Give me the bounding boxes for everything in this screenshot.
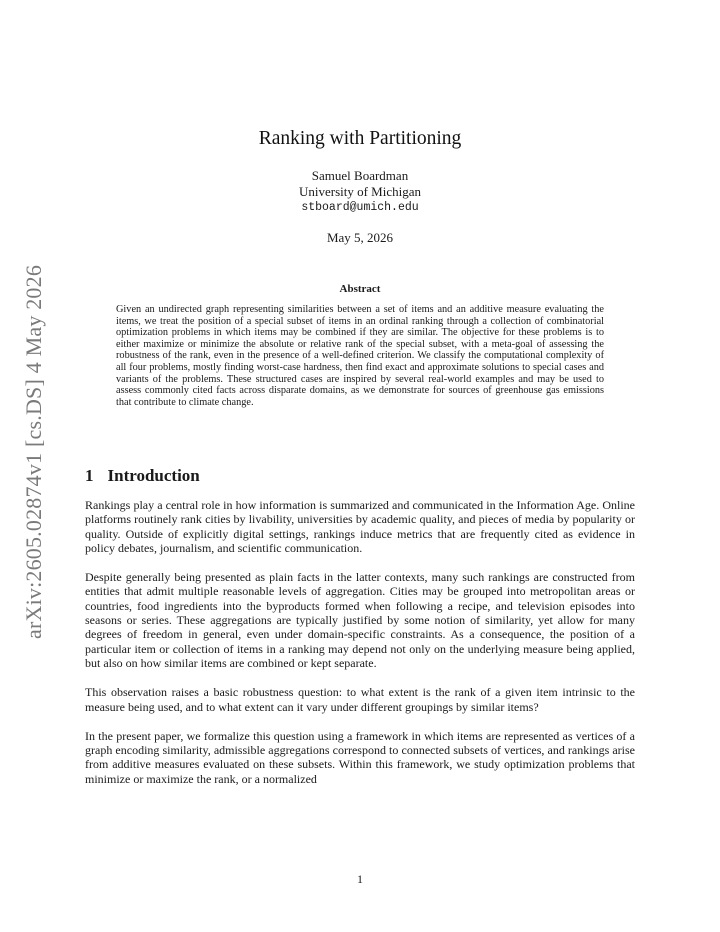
abstract-heading: Abstract [339,283,381,295]
section-introduction [85,466,635,801]
paper-date: May 5, 2026 [326,230,394,245]
arxiv-identifier: arXiv:2605.02874v1 [cs.DS] 4 May 2026 [21,264,46,640]
section-title: Introduction [107,466,200,485]
author-block [0,168,720,216]
section-number: 1 [85,466,94,485]
paragraph: Rankings play a central role in how information is summarized and communicated in the Information Age. Online platforms routinely rank cities by livability, universities by academic quality, and pieces of media by popularity or quality. Outside of explicitly digital settings, rankings induce metrics that are frequently cited as evidence in policy debates, journalism, and scientific communication. [85,498,635,555]
abstract [116,283,604,408]
section-heading [85,466,635,486]
paper-header [0,128,720,246]
paragraph: In the present paper, we formalize this question using a framework in which items are represented as vertices of a graph encoding similarity, admissible aggregations correspond to connected subsets of vertices, and rankings arise from additive measures evaluated on these subsets. Within this framework, we study optimization problems that minimize or maximize the rank, or a normalized [85,728,635,786]
author-affiliation: University of Michigan [298,184,422,199]
paper-title: Ranking with Partitioning [258,128,462,149]
page-number: 1 [357,872,363,886]
paragraph: This observation raises a basic robustness question: to what extent is the rank of a given item intrinsic to the measure being used, and to what extent can it vary under different groupings by similar items? [85,685,635,714]
author-email: stboard@umich.edu [301,201,419,214]
paragraph: Despite generally being presented as plain facts in the latter contexts, many such rankings are constructed from entities that admit multiple reasonable levels of aggregation. Cities may be grouped into metropolitan areas or countries, food ingredients into the byproducts formed when following a recipe, and television episodes into seasons or series. These aggregations are typically justified by some notion of similarity, yet allow for many degrees of freedom in general, even under domain-specific constraints. As a consequence, the position of a particular item or collection of items in a ranking may depend not only on the underlying measure being applied, but also on how similar items are combined or kept separate. [85,570,635,670]
author-name: Samuel Boardman [311,168,409,183]
abstract-text: Given an undirected graph representing similarities between a set of items and an additive measure evaluating the items, we treat the position of a special subset of items in an ordinal ranking through a collection of combinatorial optimization problems in which items may be combined if they are similar. The objective for these problems is to either maximize or minimize the absolute or relative rank of the special subset, with a meta-goal of assessing the robustness of the rank, even in the presence of a well-defined criterion. We classify the computational complexity of all four problems, mostly finding worst-case hardness, then find exact and approximate solutions to special cases and variants of the problems. These structured cases are inspired by several real-world examples and may be used to assess commonly cited facts across disparate domains, as we demonstrate for sources of greenhouse gas emissions that contribute to climate change. [116,304,604,408]
